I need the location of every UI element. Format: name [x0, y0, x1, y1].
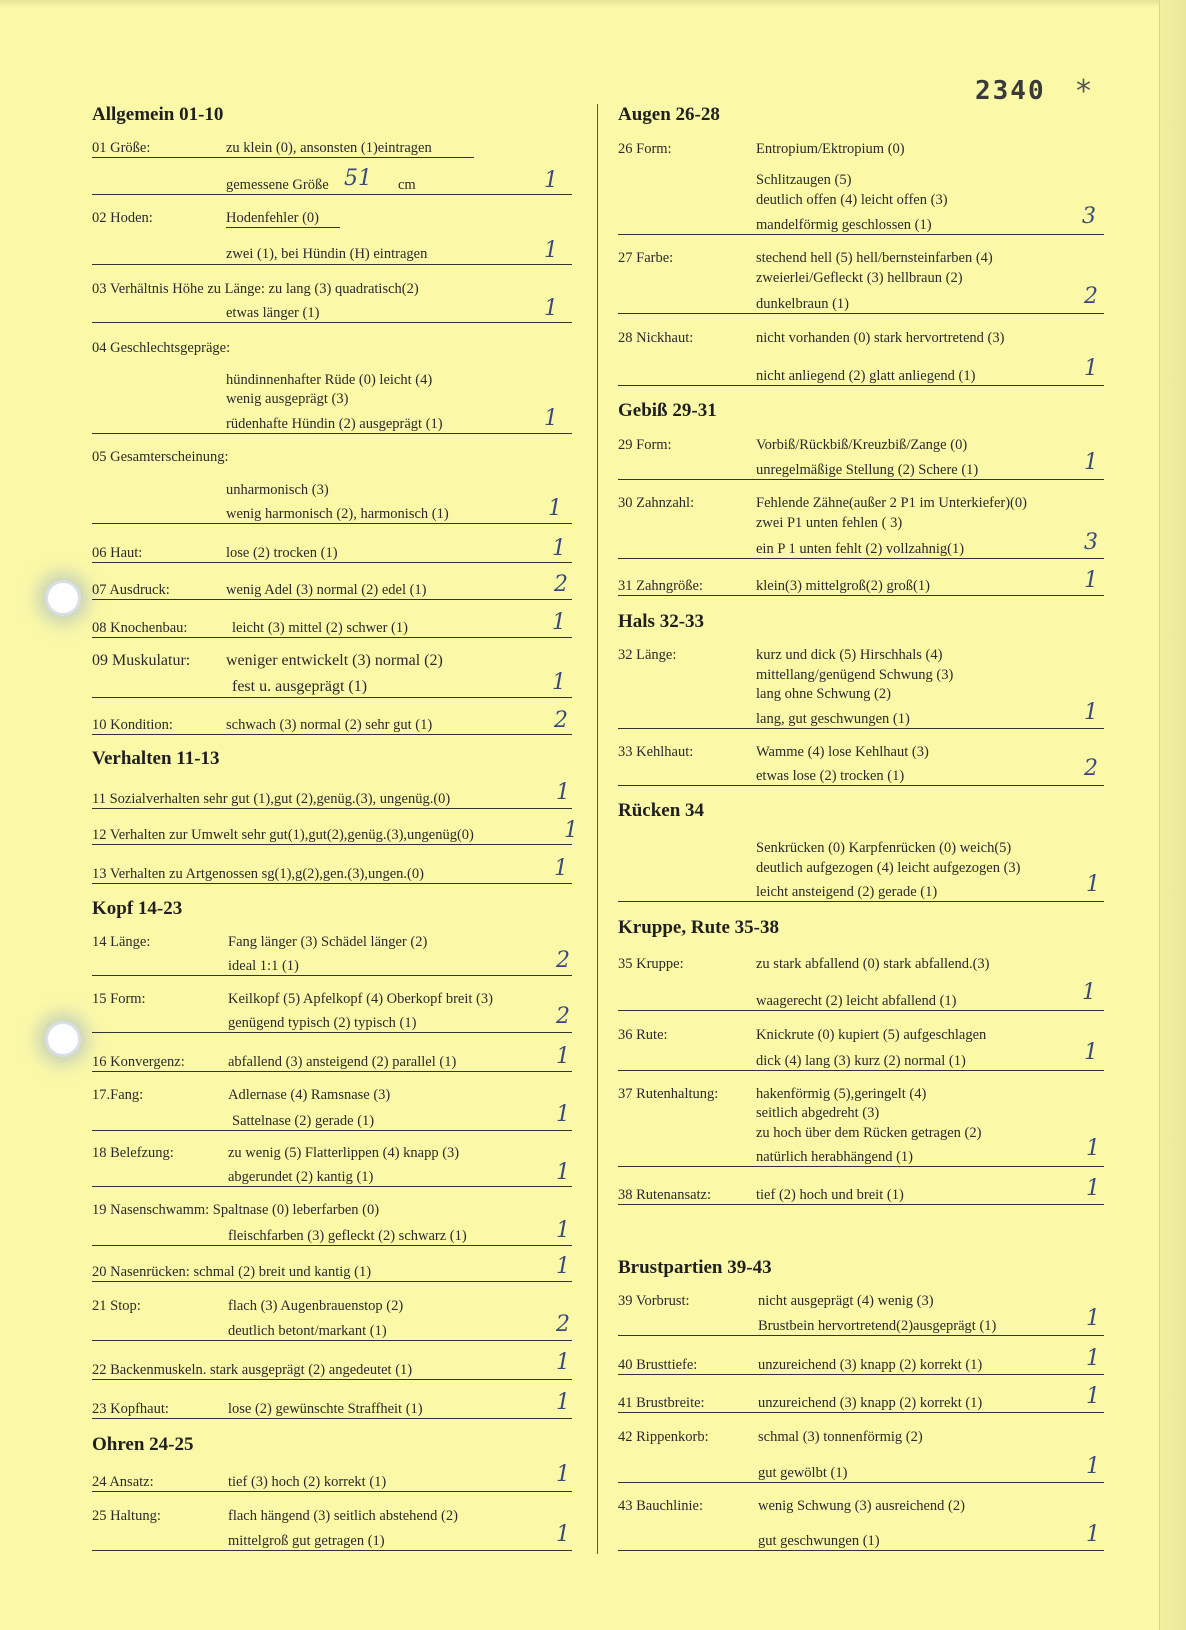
underline [92, 157, 228, 158]
item-31-label: 31 Zahngröße: [618, 578, 703, 594]
item-32-options-2: mittellang/genügend Schwung (3) [756, 667, 954, 683]
item-06-options: lose (2) trocken (1) [226, 545, 338, 561]
item-29-label: 29 Form: [618, 437, 672, 453]
line-24 [92, 1491, 572, 1492]
line-10 [92, 734, 572, 735]
item-41-label: 41 Brustbreite: [618, 1395, 705, 1411]
score-33: 2 [1084, 756, 1098, 781]
line-01 [92, 194, 572, 195]
item-23-options: lose (2) gewünschte Straffheit (1) [228, 1401, 423, 1417]
item-15-label: 15 Form: [92, 991, 146, 1007]
item-02-label: 02 Hoden: [92, 210, 153, 226]
item-28-options-2: nicht anliegend (2) glatt anliegend (1) [756, 368, 976, 384]
score-07: 2 [554, 572, 568, 597]
score-17: 1 [556, 1102, 570, 1127]
score-37: 1 [1086, 1136, 1100, 1161]
line-29 [618, 479, 1104, 480]
item-03-label: 03 Verhältnis Höhe zu Länge: zu lang (3) quadratisch(2) [92, 281, 419, 297]
item-41-options: unzureichend (3) knapp (2) korrekt (1) [758, 1395, 983, 1411]
line-04 [92, 433, 572, 434]
column-divider [597, 104, 598, 1554]
item-19-options: fleischfarben (3) gefleckt (2) schwarz (1) [228, 1228, 467, 1244]
line-21 [92, 1340, 572, 1341]
item-04-label: 04 Geschlechtsgepräge: [92, 340, 231, 356]
line-08 [92, 637, 572, 638]
item-32-options-1: kurz und dick (5) Hirschhals (4) [756, 647, 943, 663]
item-17-options-2: Sattelnase (2) gerade (1) [232, 1113, 375, 1129]
item-33-options-1: Wamme (4) lose Kehlhaut (3) [756, 744, 929, 760]
item-25-options-1: flach hängend (3) seitlich abstehend (2) [228, 1508, 458, 1524]
score-24: 1 [556, 1462, 570, 1487]
item-20: 20 Nasenrücken: schmal (2) breit und kantig (1) [92, 1264, 372, 1280]
line-15 [92, 1032, 572, 1033]
item-37-options-3: zu hoch über dem Rücken getragen (2) [756, 1125, 982, 1141]
item-15-options-1: Keilkopf (5) Apfelkopf (4) Oberkopf breit (3) [228, 991, 493, 1007]
item-43-options-2: gut geschwungen (1) [758, 1533, 880, 1549]
line-23 [92, 1418, 572, 1419]
line-30 [618, 558, 1104, 559]
score-14: 2 [556, 948, 570, 973]
item-30-label: 30 Zahnzahl: [618, 495, 695, 511]
item-02-options: Hodenfehler (0) [226, 210, 319, 226]
item-39-label: 39 Vorbrust: [618, 1293, 690, 1309]
score-13: 1 [554, 856, 568, 881]
item-01-label: 01 Größe: [92, 140, 151, 156]
item-12: 12 Verhalten zur Umwelt sehr gut(1),gut(2),genüg.(3),ungenüg(0) [92, 827, 474, 843]
score-28: 1 [1084, 356, 1098, 381]
item-24-label: 24 Ansatz: [92, 1474, 154, 1490]
line-17 [92, 1130, 572, 1131]
item-18-options-2: abgerundet (2) kantig (1) [228, 1169, 374, 1185]
item-26-options-2: Schlitzaugen (5) [756, 172, 852, 188]
item-21-options-2: deutlich betont/markant (1) [228, 1323, 387, 1339]
underline [226, 157, 474, 158]
line-28 [618, 385, 1104, 386]
section-header-augen: Augen 26-28 [618, 104, 720, 125]
item-30-options-3: ein P 1 unten fehlt (2) vollzahnig(1) [756, 541, 965, 557]
item-10-label: 10 Kondition: [92, 717, 173, 733]
line-14 [92, 975, 572, 976]
section-header-gebiss: Gebiß 29-31 [618, 400, 717, 421]
item-16-options: abfallend (3) ansteigend (2) parallel (1) [228, 1054, 457, 1070]
section-header-ruecken: Rücken 34 [618, 800, 705, 821]
item-21-label: 21 Stop: [92, 1298, 141, 1314]
item-24-options: tief (3) hoch (2) korrekt (1) [228, 1474, 387, 1490]
item-36-label: 36 Rute: [618, 1027, 668, 1043]
item-40-label: 40 Brusttiefe: [618, 1357, 698, 1373]
line-13 [92, 883, 572, 884]
item-01-measured: gemessene Größe [226, 177, 329, 193]
score-09: 1 [552, 670, 566, 695]
item-14-label: 14 Länge: [92, 934, 151, 950]
item-26-options-4: mandelförmig geschlossen (1) [756, 217, 932, 233]
item-09-options-2: fest u. ausgeprägt (1) [232, 678, 368, 695]
line-02 [92, 264, 572, 265]
item-07-options: wenig Adel (3) normal (2) edel (1) [226, 582, 427, 598]
item-37-label: 37 Rutenhaltung: [618, 1086, 719, 1102]
line-09 [92, 697, 572, 698]
line-05 [92, 523, 572, 524]
item-43-options-1: wenig Schwung (3) ausreichend (2) [758, 1498, 965, 1514]
underline [226, 227, 340, 228]
line-27 [618, 313, 1104, 314]
line-38 [618, 1204, 1104, 1205]
score-15: 2 [556, 1004, 570, 1029]
item-17-label: 17.Fang: [92, 1087, 144, 1103]
item-08-label: 08 Knochenbau: [92, 620, 188, 636]
item-04-options-1: hündinnenhafter Rüde (0) leicht (4) [226, 372, 433, 388]
item-25-label: 25 Haltung: [92, 1508, 161, 1524]
item-40-options: unzureichend (3) knapp (2) korrekt (1) [758, 1357, 983, 1373]
score-32: 1 [1084, 700, 1098, 725]
item-36-options-1: Knickrute (0) kupiert (5) aufgeschlagen [756, 1027, 987, 1043]
line-40 [618, 1374, 1104, 1375]
height-handwritten: 51 [344, 166, 372, 191]
line-36 [618, 1070, 1104, 1071]
score-02: 1 [544, 238, 558, 263]
score-39: 1 [1086, 1306, 1100, 1331]
item-34-options-3: leicht ansteigend (2) gerade (1) [756, 884, 938, 900]
item-37-options-2: seitlich abgedreht (3) [756, 1105, 880, 1121]
item-33-options-2: etwas lose (2) trocken (1) [756, 768, 905, 784]
item-42-options-1: schmal (3) tonnenförmig (2) [758, 1429, 923, 1445]
section-header-ohren: Ohren 24-25 [92, 1434, 194, 1455]
line-25 [92, 1550, 572, 1551]
item-33-label: 33 Kehlhaut: [618, 744, 694, 760]
score-22: 1 [556, 1350, 570, 1375]
item-15-options-2: genügend typisch (2) typisch (1) [228, 1015, 417, 1031]
item-17-options-1: Adlernase (4) Ramsnase (3) [228, 1087, 391, 1103]
item-13: 13 Verhalten zu Artgenossen sg(1),g(2),gen.(3),ungen.(0) [92, 866, 424, 882]
line-41 [618, 1412, 1104, 1413]
item-18-options-1: zu wenig (5) Flatterlippen (4) knapp (3) [228, 1145, 460, 1161]
item-34-options-2: deutlich aufgezogen (4) leicht aufgezogen (3) [756, 860, 1021, 876]
score-25: 1 [556, 1522, 570, 1547]
score-18: 1 [556, 1160, 570, 1185]
item-27-options-3: dunkelbraun (1) [756, 296, 850, 312]
item-04-options-2: wenig ausgeprägt (3) [226, 391, 349, 407]
section-header-allgemein: Allgemein 01-10 [92, 104, 224, 125]
page-right-edge [1159, 0, 1186, 1630]
item-03-options: etwas länger (1) [226, 305, 320, 321]
item-16-label: 16 Konvergenz: [92, 1054, 185, 1070]
item-18-label: 18 Belefzung: [92, 1145, 174, 1161]
score-11: 1 [556, 780, 570, 805]
item-32-options-4: lang, gut geschwungen (1) [756, 711, 910, 727]
score-43: 1 [1086, 1522, 1100, 1547]
item-28-options-1: nicht vorhanden (0) stark hervortretend (3) [756, 330, 1005, 346]
item-01-unit: cm [398, 177, 416, 193]
line-22 [92, 1379, 572, 1380]
score-06: 1 [552, 536, 566, 561]
score-01: 1 [544, 168, 558, 193]
section-header-brust: Brustpartien 39-43 [618, 1257, 772, 1278]
item-27-label: 27 Farbe: [618, 250, 674, 266]
score-03: 1 [544, 296, 558, 321]
line-11 [92, 808, 572, 809]
item-27-options-1: stechend hell (5) hell/bernsteinfarben (4) [756, 250, 993, 266]
line-34 [618, 901, 1104, 902]
line-16 [92, 1071, 572, 1072]
item-22: 22 Backenmuskeln. stark ausgeprägt (2) angedeutet (1) [92, 1362, 413, 1378]
item-26-options-1: Entropium/Ektropium (0) [756, 141, 905, 157]
score-40: 1 [1086, 1346, 1100, 1371]
line-42 [618, 1482, 1104, 1483]
line-33 [618, 785, 1104, 786]
item-10-options: schwach (3) normal (2) sehr gut (1) [226, 717, 433, 733]
item-35-label: 35 Kruppe: [618, 956, 684, 972]
item-38-options: tief (2) hoch und breit (1) [756, 1187, 904, 1203]
item-19-label: 19 Nasenschwamm: Spaltnase (0) leberfarben (0) [92, 1202, 380, 1218]
item-14-options-1: Fang länger (3) Schädel länger (2) [228, 934, 428, 950]
line-19 [92, 1245, 572, 1246]
line-18 [92, 1186, 572, 1187]
item-26-options-3: deutlich offen (4) leicht offen (3) [756, 192, 948, 208]
item-21-options-1: flach (3) Augenbrauenstop (2) [228, 1298, 404, 1314]
score-05: 1 [548, 496, 562, 521]
score-21: 2 [556, 1312, 570, 1337]
item-02-options-2: zwei (1), bei Hündin (H) eintragen [226, 246, 428, 262]
score-42: 1 [1086, 1454, 1100, 1479]
punch-hole-bottom [48, 1024, 78, 1054]
score-08: 1 [552, 610, 566, 635]
item-42-label: 42 Rippenkorb: [618, 1429, 709, 1445]
item-39-options-1: nicht ausgeprägt (4) wenig (3) [758, 1293, 934, 1309]
score-16: 1 [556, 1044, 570, 1069]
score-19: 1 [556, 1218, 570, 1243]
line-03 [92, 322, 572, 323]
item-35-options-1: zu stark abfallend (0) stark abfallend.(3) [756, 956, 990, 972]
asterisk-mark: * [1076, 74, 1091, 109]
page-top-edge [0, 0, 1186, 8]
score-26: 3 [1082, 204, 1096, 229]
item-37-options-4: natürlich herabhängend (1) [756, 1149, 914, 1165]
line-12 [92, 844, 572, 845]
item-28-label: 28 Nickhaut: [618, 330, 694, 346]
item-39-options-2: Brustbein hervortretend(2)ausgeprägt (1) [758, 1318, 997, 1334]
item-29-options-1: Vorbiß/Rückbiß/Kreuzbiß/Zange (0) [756, 437, 968, 453]
score-34: 1 [1086, 872, 1100, 897]
section-header-kruppe: Kruppe, Rute 35-38 [618, 917, 779, 938]
item-05-options-1: unharmonisch (3) [226, 482, 329, 498]
item-27-options-2: zweierlei/Gefleckt (3) hellbraun (2) [756, 270, 963, 286]
score-29: 1 [1084, 450, 1098, 475]
line-07 [92, 599, 572, 600]
score-27: 2 [1084, 284, 1098, 309]
item-32-options-3: lang ohne Schwung (2) [756, 686, 891, 702]
item-08-options: leicht (3) mittel (2) schwer (1) [232, 620, 408, 636]
line-32 [618, 728, 1104, 729]
line-31 [618, 595, 1104, 596]
item-14-options-2: ideal 1:1 (1) [228, 958, 299, 974]
score-04: 1 [544, 406, 558, 431]
line-37 [618, 1166, 1104, 1167]
line-20 [92, 1281, 572, 1282]
item-35-options-2: waagerecht (2) leicht abfallend (1) [756, 993, 957, 1009]
item-09-options-1: weniger entwickelt (3) normal (2) [226, 652, 443, 669]
item-32-label: 32 Länge: [618, 647, 677, 663]
item-30-options-2: zwei P1 unten fehlen ( 3) [756, 515, 903, 531]
score-20: 1 [556, 1254, 570, 1279]
document-number: 2340 [975, 76, 1046, 106]
score-23: 1 [556, 1390, 570, 1415]
score-41: 1 [1086, 1384, 1100, 1409]
score-36: 1 [1084, 1040, 1098, 1065]
score-38: 1 [1086, 1176, 1100, 1201]
score-31: 1 [1084, 568, 1098, 593]
item-04-options-3: rüdenhafte Hündin (2) ausgeprägt (1) [226, 416, 443, 432]
item-37-options-1: hakenförmig (5),geringelt (4) [756, 1086, 927, 1102]
punch-hole-top [48, 583, 78, 613]
line-39 [618, 1335, 1104, 1336]
line-43 [618, 1550, 1104, 1551]
item-01-options: zu klein (0), ansonsten (1)eintragen [226, 140, 432, 156]
item-29-options-2: unregelmäßige Stellung (2) Schere (1) [756, 462, 979, 478]
item-38-label: 38 Rutenansatz: [618, 1187, 712, 1203]
item-43-label: 43 Bauchlinie: [618, 1498, 703, 1514]
item-07-label: 07 Ausdruck: [92, 582, 170, 598]
item-23-label: 23 Kopfhaut: [92, 1401, 169, 1417]
line-35 [618, 1010, 1104, 1011]
section-header-hals: Hals 32-33 [618, 611, 705, 632]
item-36-options-2: dick (4) lang (3) kurz (2) normal (1) [756, 1053, 966, 1069]
item-31-options: klein(3) mittelgroß(2) groß(1) [756, 578, 930, 594]
item-26-label: 26 Form: [618, 141, 672, 157]
score-35: 1 [1082, 980, 1096, 1005]
line-26 [618, 234, 1104, 235]
section-header-verhalten: Verhalten 11-13 [92, 748, 220, 769]
line-06 [92, 562, 572, 563]
score-10: 2 [554, 708, 568, 733]
section-header-kopf: Kopf 14-23 [92, 898, 183, 919]
item-05-label: 05 Gesamterscheinung: [92, 449, 229, 465]
item-05-options-2: wenig harmonisch (2), harmonisch (1) [226, 506, 449, 522]
item-34-options-1: Senkrücken (0) Karpfenrücken (0) weich(5) [756, 840, 1012, 856]
item-25-options-2: mittelgroß gut getragen (1) [228, 1533, 385, 1549]
score-30: 3 [1084, 530, 1098, 555]
item-30-options-1: Fehlende Zähne(außer 2 P1 im Unterkiefer)(0) [756, 495, 1027, 511]
item-42-options-2: gut gewölbt (1) [758, 1465, 848, 1481]
item-06-label: 06 Haut: [92, 545, 143, 561]
item-11: 11 Sozialverhalten sehr gut (1),gut (2),genüg.(3), ungenüg.(0) [92, 791, 451, 807]
score-12: 1 [564, 818, 578, 843]
item-09-label: 09 Muskulatur: [92, 652, 191, 669]
